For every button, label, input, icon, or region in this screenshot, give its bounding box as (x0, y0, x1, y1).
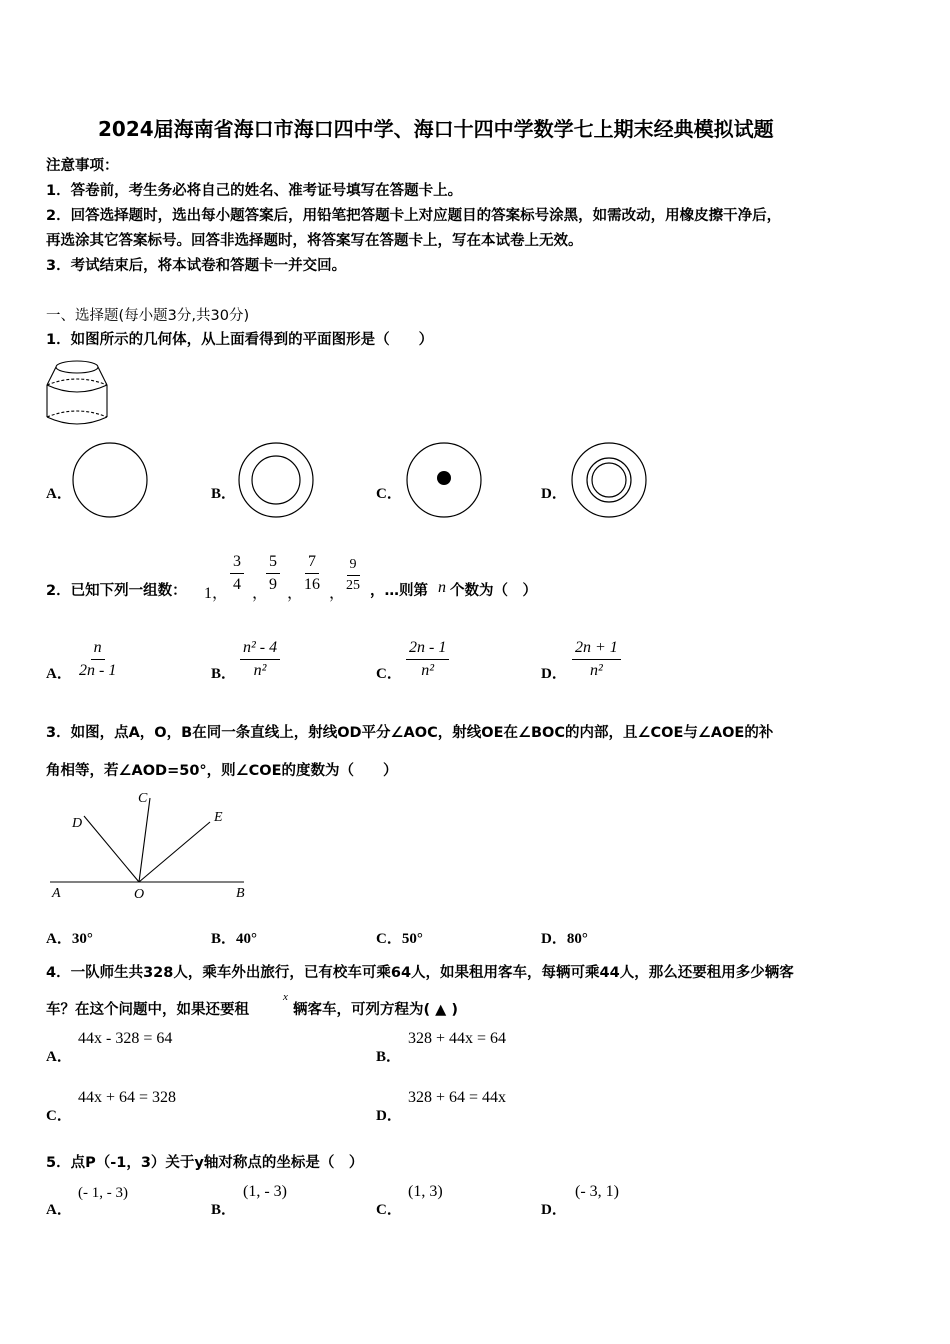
sequence-first: 1， (204, 585, 229, 602)
circle-option-a (71, 440, 151, 520)
point-label-o: O (134, 887, 145, 902)
question-4-line1: 4．一队师生共328人，乘车外出旅行，已有校车可乘64人，如果租用客车，每辆可乘44人，那么还要租用多少辆客 (46, 965, 794, 981)
question-1-stem: 1．如图所示的几何体，从上面看得到的平面图形是（ ） (46, 332, 434, 348)
option-label: C． (46, 1108, 72, 1124)
option-coordinate: (1, - 3) (243, 1183, 287, 1200)
option-label: A． (46, 666, 72, 682)
comma: ， (252, 585, 269, 602)
option-coordinate: (- 1, - 3) (78, 1185, 128, 1201)
option-fraction: $\frac{n}{2n - 1}$ (79, 639, 117, 679)
point-label-b: B (236, 886, 245, 901)
option-coordinate: (1, 3) (408, 1183, 443, 1200)
option-label: D． (541, 666, 567, 682)
var-n: n (438, 579, 446, 596)
sequence-fraction: $\frac{3}{4}$ (230, 554, 244, 593)
double-circle-option-b (236, 440, 316, 520)
sequence-fraction: $\frac{9}{25}$ (346, 557, 360, 593)
notice-item: 3．考试结束后，将本试卷和答题卡一并交回。 (46, 258, 347, 274)
comma: ， (287, 585, 304, 602)
sequence-fraction: $\frac{7}{16}$ (304, 553, 320, 593)
point-label-d: D (72, 816, 83, 831)
option-label: D． (541, 1202, 567, 1218)
notice-item: 再选涂其它答案标号。回答非选择题时，将答案写在答题卡上，写在本试卷上无效。 (46, 233, 583, 249)
option-equation: 44x + 64 = 328 (78, 1089, 177, 1106)
comma: ， (329, 585, 346, 602)
angle-figure (44, 786, 254, 904)
option-label: A． (46, 486, 72, 502)
option-equation: 44x - 328 = 64 (78, 1030, 173, 1047)
notice-item: 2．回答选择题时，选出每小题答案后，用铅笔把答题卡上对应题目的答案标号涂黑，如需改动，用橡皮擦干净后， (46, 208, 782, 224)
point-label-a: A (52, 886, 61, 901)
triple-circle-option-d (569, 440, 649, 520)
sequence-fraction: $\frac{5}{9}$ (266, 554, 280, 593)
option-label: B． (376, 1049, 402, 1065)
question-4-line2-prefix: 车？在这个问题中，如果还要租 (46, 1002, 249, 1018)
option-fraction: $\frac{2n - 1}{\text{n²}}$ (406, 640, 449, 679)
dot-circle-option-c (404, 440, 484, 520)
option-text: C．50° (376, 931, 423, 947)
option-label: B． (211, 486, 237, 502)
option-label: C． (376, 1202, 402, 1218)
var-x: x (283, 991, 288, 1003)
option-fraction: $\frac{2n + 1}{\text{n²}}$ (572, 640, 621, 679)
section-heading: 一、选择题(每小题3分,共30分) (46, 308, 250, 324)
option-label: A． (46, 1202, 72, 1218)
point-label-c: C (138, 791, 148, 806)
option-text: A．30° (46, 931, 93, 947)
question-2-suffix: 个数为（ ） (450, 583, 537, 599)
notice-item: 1．答卷前，考生务必将自己的姓名、准考证号填写在答题卡上。 (46, 183, 463, 199)
frustum-figure (44, 355, 110, 431)
question-4-line2-suffix: 辆客车，可列方程为( ▲ ) (293, 1002, 459, 1018)
point-label-e: E (214, 810, 223, 825)
option-text: B．40° (211, 931, 258, 947)
notice-heading: 注意事项： (46, 158, 119, 174)
option-label: B． (211, 666, 237, 682)
option-label: C． (376, 666, 402, 682)
option-fraction: $\frac{\text{n² - 4}}{\text{n²}}$ (240, 640, 280, 679)
option-equation: 328 + 64 = 44x (408, 1089, 507, 1106)
option-label: D． (376, 1108, 402, 1124)
question-2-mid: ，…则第 (370, 583, 428, 599)
option-label: C． (376, 486, 402, 502)
option-label: D． (541, 486, 567, 502)
option-text: D．80° (541, 931, 588, 947)
option-label: B． (211, 1202, 237, 1218)
option-equation: 328 + 44x = 64 (408, 1030, 507, 1047)
question-2-prefix: 2．已知下列一组数： (46, 583, 187, 599)
question-3-line2: 角相等，若∠AOD=50°，则∠COE的度数为（ ） (46, 763, 398, 779)
option-coordinate: (- 3, 1) (575, 1183, 619, 1200)
question-3-line1: 3．如图，点A，O，B在同一条直线上，射线OD平分∠AOC，射线OE在∠BOC的内部，且∠COE与∠AOE的补 (46, 725, 774, 741)
page-title: 2024届海南省海口市海口四中学、海口十四中学数学七上期末经典模拟试题 (98, 117, 774, 141)
option-label: A． (46, 1049, 72, 1065)
question-5-stem: 5．点P（-1，3）关于y轴对称点的坐标是（ ） (46, 1155, 364, 1171)
